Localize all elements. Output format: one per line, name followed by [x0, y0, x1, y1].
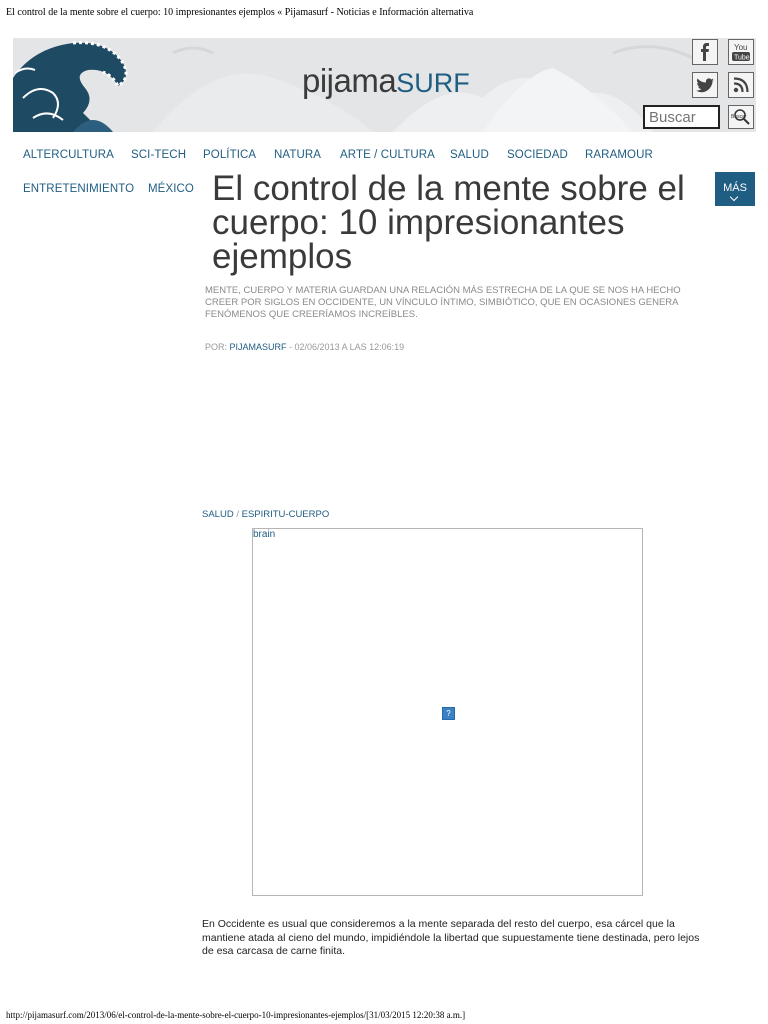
- tag-salud[interactable]: SALUD: [202, 509, 234, 520]
- search-input[interactable]: [643, 105, 720, 129]
- facebook-icon[interactable]: [692, 39, 718, 65]
- twitter-icon[interactable]: [692, 72, 718, 98]
- article-image: [252, 528, 643, 896]
- rss-icon[interactable]: [728, 72, 754, 98]
- logo-text-surf: SURF: [396, 68, 470, 98]
- publish-date: - 02/06/2013 A LAS 12:06:19: [286, 342, 405, 352]
- youtube-icon[interactable]: [728, 39, 754, 65]
- print-page-url: http://pijamasurf.com/2013/06/el-control-de-la-mente-sobre-el-cuerpo-10-impresionantes-ejemplos/[31/03/2015 12:20:38 a.m.]: [6, 1010, 466, 1020]
- article-subtitle: MENTE, CUERPO Y MATERIA GUARDAN UNA RELACIÓN MÁS ESTRECHA DE LA QUE SE NOS HA HECHO CREER POR SIGLOS EN OCCIDENTE, UN VÍNCULO ÍNTIMO, SIMBIÓTICO, QUE EN OCASIONES GENERA FENÓMENOS QUE CREERÍAMOS INCREÍBLES.: [205, 285, 681, 320]
- byline-prefix: POR:: [205, 342, 230, 352]
- search-button[interactable]: [728, 105, 754, 129]
- nav-item-natura[interactable]: NATURA: [274, 149, 322, 161]
- article-tags: [202, 509, 329, 520]
- site-logo[interactable]: [302, 64, 470, 97]
- nav-item-mexico[interactable]: MÉXICO: [148, 183, 194, 195]
- more-menu-label: MÁS: [723, 182, 747, 194]
- svg-text:Tube: Tube: [734, 54, 750, 62]
- nav-item-entretenimiento[interactable]: ENTRETENIMIENTO: [23, 183, 135, 195]
- nav-item-politica[interactable]: POLÍTICA: [203, 149, 257, 161]
- chevron-down-icon: [730, 193, 738, 201]
- more-menu-button[interactable]: [715, 172, 755, 206]
- nav-item-sociedad[interactable]: SOCIEDAD: [507, 149, 568, 161]
- image-alt-text: brain: [253, 529, 276, 540]
- article-title: El control de la mente sobre el cuerpo: 10 impresionantes ejemplos: [212, 169, 685, 276]
- svg-text:You: You: [734, 43, 748, 52]
- article-body-paragraph: En Occidente es usual que consideremos a la mente separada del resto del cuerpo, esa cárcel que la mantiene atada al cieno del mundo, impidiéndole la libertad que supuestamente tiene destinada, pero lejos de esa carcasa de carne finita.: [202, 918, 700, 957]
- author-link[interactable]: PIJAMASURF: [229, 342, 287, 352]
- nav-item-arte-cultura[interactable]: ARTE / CULTURA: [340, 149, 435, 161]
- broken-image-icon: ?: [442, 707, 455, 720]
- article-byline: [205, 342, 404, 352]
- logo-text-pijama: pijama: [302, 62, 397, 99]
- nav-item-salud[interactable]: SALUD: [450, 149, 489, 161]
- tag-separator: /: [233, 509, 242, 520]
- nav-item-raramour[interactable]: RARAMOUR: [585, 149, 653, 161]
- print-page-title: El control de la mente sobre el cuerpo: 10 impresionantes ejemplos « Pijamasurf - Noticias e Información alternativa: [6, 7, 474, 18]
- nav-item-altercultura[interactable]: ALTERCULTURA: [23, 149, 114, 161]
- search-button-label: Buscar: [731, 114, 747, 120]
- nav-item-sci-tech[interactable]: SCI-TECH: [131, 149, 187, 161]
- tag-espiritu-cuerpo[interactable]: ESPIRITU-CUERPO: [241, 509, 330, 520]
